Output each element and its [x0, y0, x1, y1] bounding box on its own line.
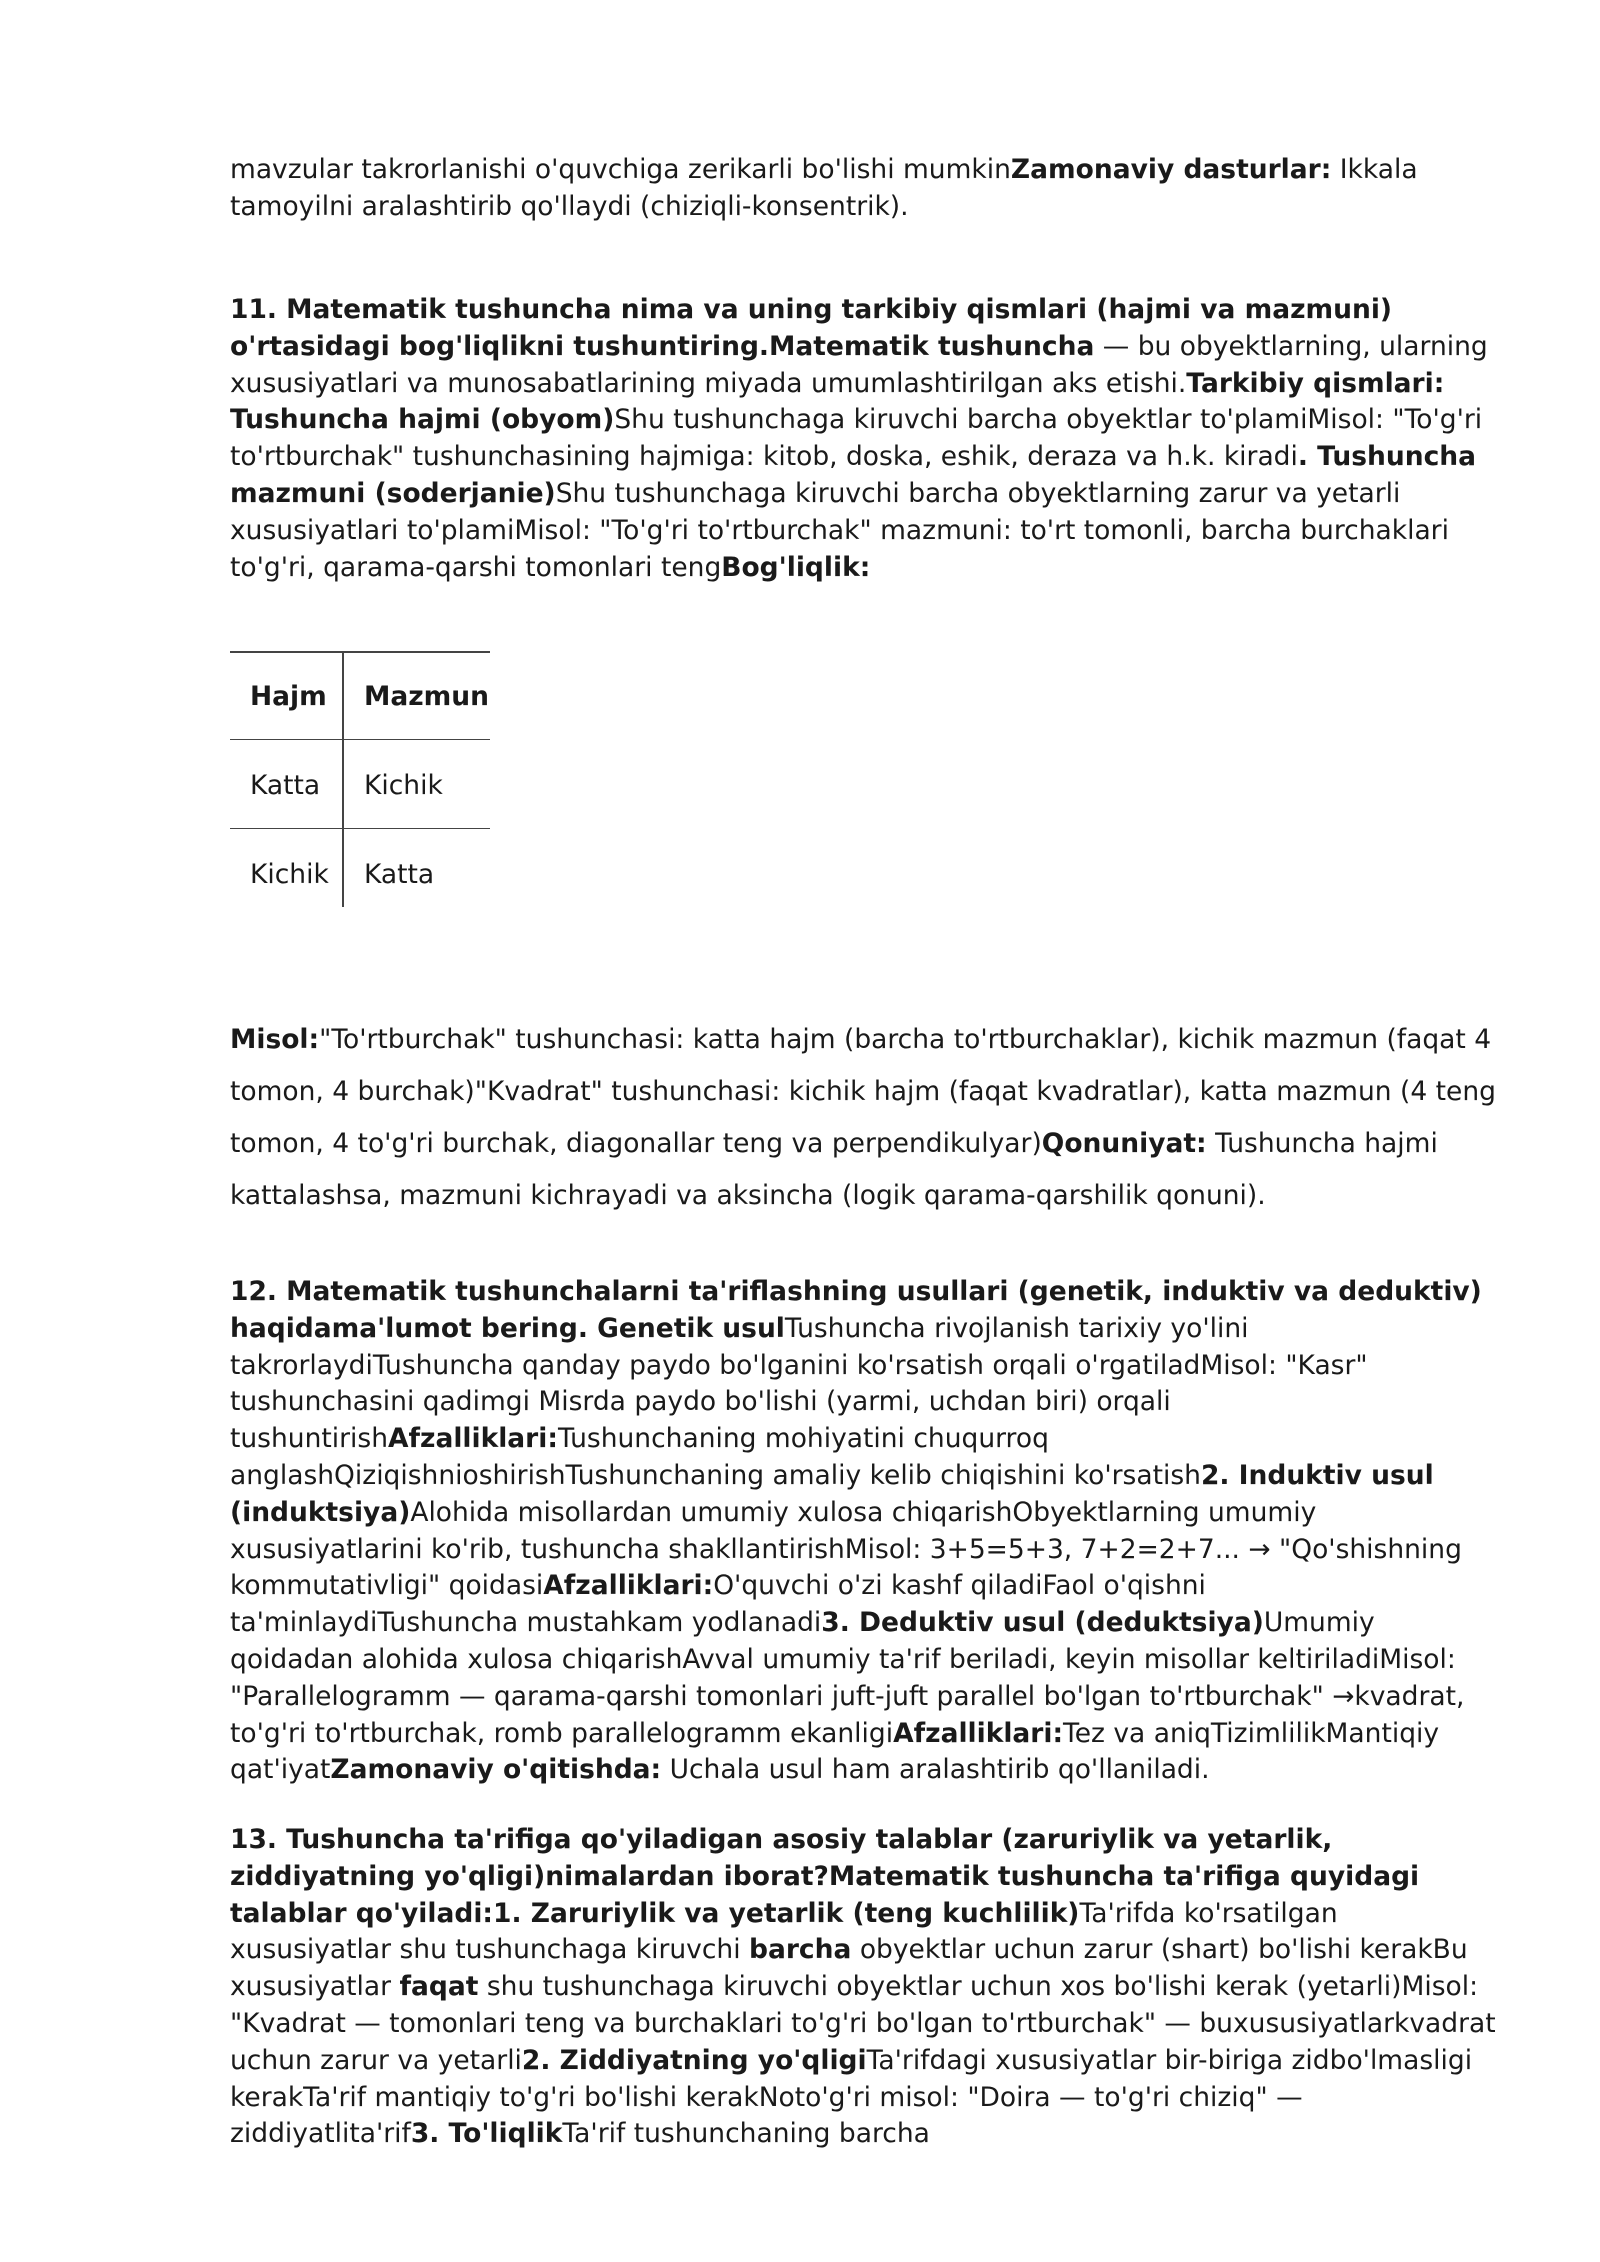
- bold-run: Afzalliklari:: [388, 1423, 558, 1455]
- intro-paragraph-tail: [230, 152, 1500, 226]
- text-run: Shu tushunchaga kiruvchi barcha obyektlarning zarur va yetarli xususiyatlari to'plamiMisol: "To'g'ri to'rtburchak" mazmuni: to'rt tomonli, barcha burchaklari to'g'ri, qarama-qarshi tomonlari teng: [230, 477, 1449, 583]
- text-run: obyektlar uchun zarur (shart) bo'lishi kerakBu xususiyatlar: [230, 1934, 1468, 2003]
- bold-run: 2. Induktiv usul (induktsiya): [230, 1459, 1434, 1528]
- bold-run: 2. Ziddiyatning yo'qligi: [521, 2044, 867, 2076]
- bold-run: Misol:: [230, 1024, 320, 1055]
- question-heading: 12. Matematik tushunchalarni ta'riflashning usullari (genetik, induktiv va deduktiv) haqidama'lumot bering. Genetik usul: [230, 1276, 1482, 1344]
- table-cell: Kichik: [230, 829, 343, 908]
- text-run: Alohida misollardan umumiy xulosa chiqarishObyektlarning umumiy xususiyatlarini ko'rib, tushuncha shakllantirishMisol: 3+5=5+3, 7+2=2+7... → "Qo'shishning kommutativligi" qoidasi: [230, 1496, 1462, 1602]
- table-cell: Kichik: [343, 740, 490, 829]
- bold-run: Zamonaviy dasturlar:: [1010, 154, 1332, 185]
- bold-run: Bog'liqlik:: [721, 551, 871, 583]
- text-run: Tushuncha rivojlanish tarixiy yo'lini takrorlaydiTushuncha qanday paydo bo'lganini ko'rsatish orqali o'rgatiladMisol: "Kasr" tushunchasini qadimgi Misrda paydo bo'lishi (yarmi, uchdan biri) orqali tushuntirish: [230, 1312, 1368, 1455]
- bold-run: Afzalliklari:: [543, 1570, 714, 1602]
- bold-run: Afzalliklari:: [893, 1717, 1064, 1749]
- text-run: Tushunchaning mohiyatini chuqurroq anglashQiziqishnioshirishTushunchaning amaliy kelib chiqishini ko'rsatish: [230, 1423, 1201, 1491]
- text-run: Ikkala tamoyilni aralashtirib qo'llaydi (chiziqli-konsentrik).: [230, 154, 1418, 222]
- bold-run: faqat: [399, 1971, 479, 2003]
- text-run: Tez va aniqTizimlilikMantiqiy qat'iyat: [230, 1717, 1440, 1786]
- text-run: Uchala usul ham aralashtirib qo'llaniladi.: [661, 1754, 1210, 1786]
- table-row: [230, 740, 490, 829]
- text-run: Ta'rifda ko'rsatilgan xususiyatlar shu tushunchaga kiruvchi: [230, 1897, 1338, 1966]
- bold-run: . Tushuncha mazmuni (soderjanie): [230, 441, 1477, 509]
- table-header-cell: Hajm: [230, 652, 343, 740]
- table-header-cell: Mazmun: [343, 652, 490, 740]
- question-13-paragraph: [230, 1822, 1500, 2153]
- table-cell: Katta: [230, 740, 343, 829]
- table-row: [230, 829, 490, 908]
- question-12-paragraph: [230, 1274, 1500, 1789]
- text-run: mavzular takrorlanishi o'quvchiga zerikarli bo'lishi mumkin: [230, 154, 1011, 185]
- text-run: O'quvchi o'zi kashf qiladiFaol o'qishni ta'minlaydiTushuncha mustahkam yodlanadi: [230, 1570, 1206, 1639]
- bold-run: 3. To'liqlik: [410, 2118, 563, 2150]
- bold-run: Zamonaviy o'qitishda:: [330, 1754, 662, 1786]
- bold-run: Tarkibiy qismlari: Tushuncha hajmi (obyom): [230, 367, 1445, 436]
- question-heading: 11. Matematik tushuncha nima va uning tarkibiy qismlari (hajmi va mazmuni) o'rtasidagi bog'liqlikni tushuntiring.Matematik tushuncha: [230, 294, 1393, 362]
- text-run: Tushuncha hajmi kattalashsa, mazmuni kichrayadi va aksincha (logik qarama-qarshilik qonuni).: [230, 1128, 1438, 1211]
- question-11-paragraph: [230, 292, 1500, 586]
- bold-run: 3. Deduktiv usul (deduktsiya): [821, 1607, 1264, 1639]
- question-heading: 13. Tushuncha ta'rifiga qo'yiladigan asosiy talablar (zaruriylik va yetarlik, ziddiyatning yo'qligi)nimalardan iborat?Matematik tushuncha ta'rifiga quyidagi talablar qo'yiladi:1. Zaruriylik va yetarlik (teng kuchlilik): [230, 1824, 1420, 1929]
- text-run: Shu tushunchaga kiruvchi barcha obyektlar to'plamiMisol: "To'g'ri to'rtburchak" tushunchasining hajmiga: kitob, doska, eshik, deraza va h.k. kiradi: [230, 404, 1483, 473]
- text-run: Ta'rif tushunchaning barcha: [562, 2118, 930, 2150]
- bold-run: barcha: [749, 1934, 852, 1966]
- table-header-row: [230, 652, 490, 740]
- text-run: shu tushunchaga kiruvchi obyektlar uchun xos bo'lishi kerak (yetarli)Misol: "Kvadrat — tomonlari teng va burchaklari to'g'ri bo'lgan to'rtburchak" — buxususiyatlarkvadrat uchun zarur va yetarli: [230, 1971, 1496, 2076]
- table-cell: Katta: [343, 829, 490, 908]
- text-run: Ta'rifdagi xususiyatlar bir-biriga zidbo'lmasligi kerakTa'rif mantiqiy to'g'ri bo'lishi kerakNoto'g'ri misol: "Doira — to'g'ri chiziq" — ziddiyatlita'rif: [230, 2044, 1473, 2150]
- bold-run: Qonuniyat:: [1041, 1128, 1207, 1159]
- example-paragraph: [230, 1014, 1500, 1222]
- volume-content-table: [230, 651, 490, 907]
- text-run: — bu obyektlarning, ularning xususiyatlari va munosabatlarining miyada umumlashtirilgan aks etishi.: [230, 330, 1488, 399]
- text-run: Umumiy qoidadan alohida xulosa chiqarishAvval umumiy ta'rif beriladi, keyin misollar keltiriladiMisol: "Parallelogramm — qarama-qarshi tomonlari juft-juft parallel bo'lgan to'rtburchak" →kvadrat, to'g'ri to'rtburchak, romb parallelogramm ekanligi: [230, 1607, 1465, 1749]
- text-run: "To'rtburchak" tushunchasi: katta hajm (barcha to'rtburchaklar), kichik mazmun (faqat 4 tomon, 4 burchak)"Kvadrat" tushunchasi: kichik hajm (faqat kvadratlar), katta mazmun (4 teng tomon, 4 to'g'ri burchak, diagonallar teng va perpendikulyar): [230, 1024, 1496, 1159]
